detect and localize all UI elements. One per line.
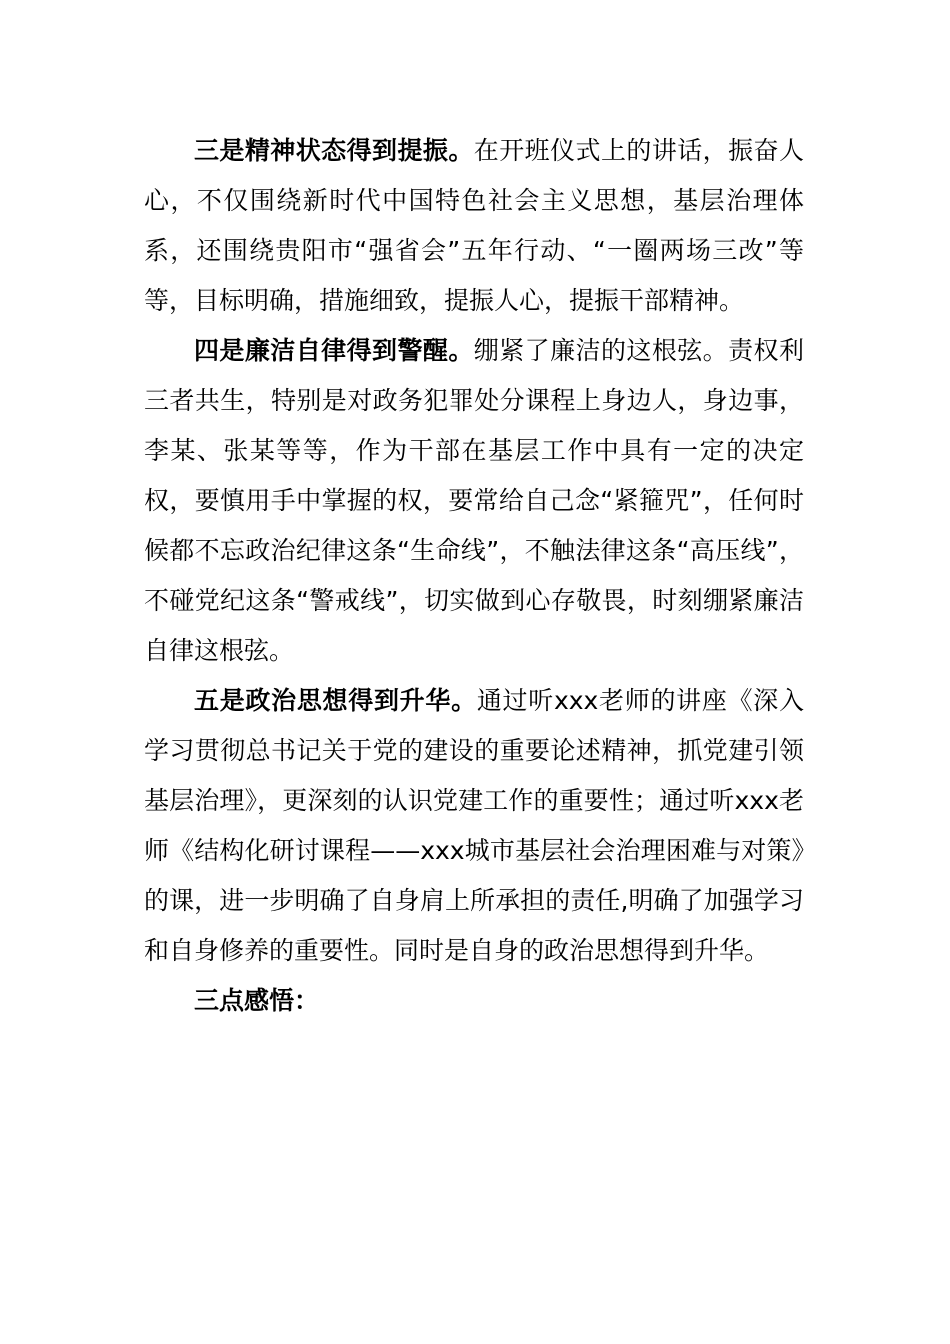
paragraph-heading: 三是精神状态得到提振。 — [194, 136, 474, 165]
paragraph-text: 在开班仪式上的讲话，振奋人心，不仅围绕新时代中国特色社会主义思想，基层治理体系，还围绕贵阳市“强省会”五年行动、“一圈两场三改”等等，目标明确，措施细致，提振人心，提振干部精神。 — [144, 136, 804, 315]
paragraph-politics — [144, 676, 804, 976]
section-heading: 三点感悟： — [194, 986, 320, 1015]
paragraph-heading: 四是廉洁自律得到警醒。 — [194, 336, 474, 365]
paragraph-text: 通过听xxx老师的讲座《深入学习贯彻总书记关于党的建设的重要论述精神，抓党建引领基层治理》，更深刻的认识党建工作的重要性；通过听xxx老师《结构化研讨课程——xxx城市基层社会治理困难与对策》的课，进一步明确了自身肩上所承担的责任,明确了加强学习和自身修养的重要性。同时是自身的政治思想得到升华。 — [144, 686, 804, 965]
paragraph-insights — [144, 976, 804, 1026]
paragraph-text: 绷紧了廉洁的这根弦。责权利三者共生，特别是对政务犯罪处分课程上身边人，身边事，李某、张某等等，作为干部在基层工作中具有一定的决定权，要慎用手中掌握的权，要常给自己念“紧箍咒”，任何时候都不忘政治纪律这条“生命线”，不触法律这条“高压线”，不碰党纪这条“警戒线”，切实做到心存敬畏，时刻绷紧廉洁自律这根弦。 — [144, 336, 804, 665]
paragraph-integrity — [144, 326, 804, 676]
paragraph-spirit — [144, 126, 804, 326]
paragraph-heading: 五是政治思想得到升华。 — [194, 686, 477, 715]
document-body — [144, 126, 804, 1026]
